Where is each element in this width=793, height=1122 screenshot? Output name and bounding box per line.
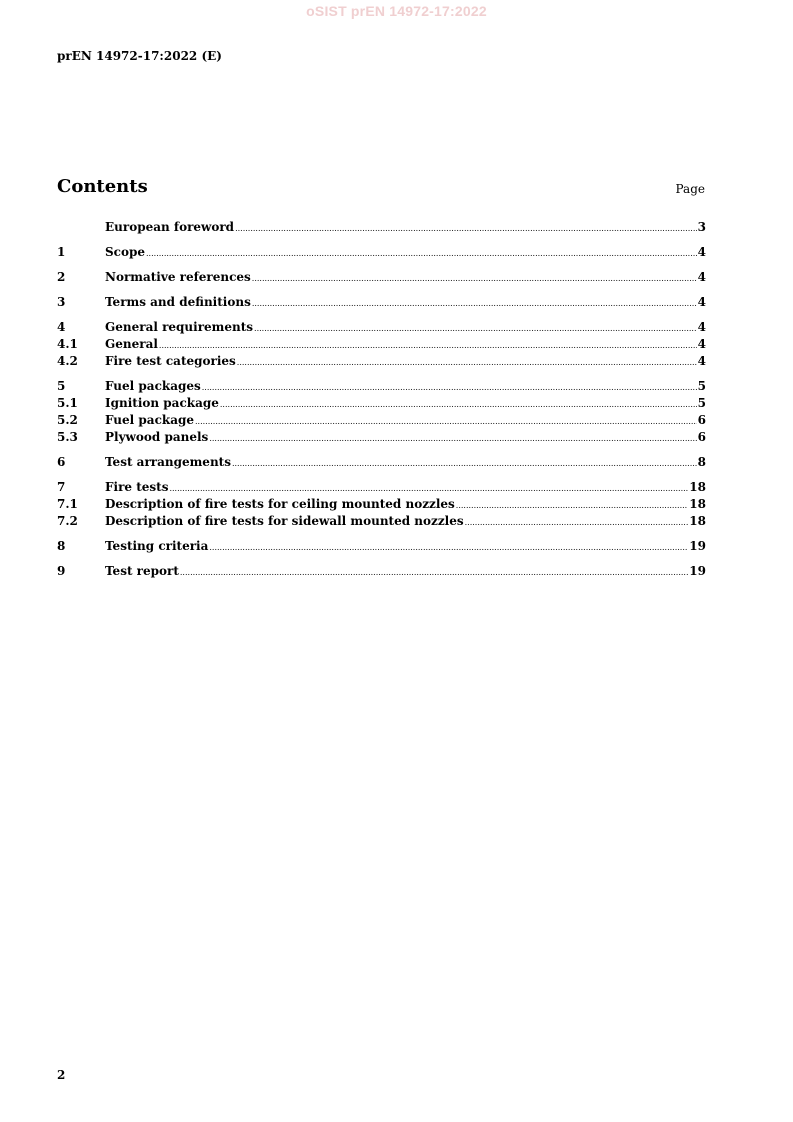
toc-entry-title: General — [105, 337, 158, 351]
toc-entry-number: 2 — [57, 270, 66, 284]
toc-dot-leader — [235, 220, 697, 237]
toc-entry[interactable] — [57, 563, 706, 580]
toc-dot-leader — [209, 539, 688, 556]
toc-dot-leader — [159, 337, 697, 354]
toc-entry-title: Test report — [105, 564, 179, 578]
toc-entry-title: Description of fire tests for ceiling mounted nozzles — [105, 497, 455, 511]
page-column-label: Page — [675, 182, 705, 196]
toc-entry-page: 18 — [689, 497, 706, 511]
toc-entry-title: Scope — [105, 245, 146, 259]
toc-entry[interactable] — [57, 513, 706, 530]
toc-dot-leader — [209, 430, 696, 447]
toc-entry[interactable] — [57, 269, 706, 286]
toc-entry-number: 9 — [57, 564, 66, 578]
toc-entry-number: 3 — [57, 295, 66, 309]
toc-entry[interactable] — [57, 353, 706, 370]
toc-entry-title: Terms and definitions — [105, 295, 251, 309]
toc-dot-leader — [146, 245, 697, 262]
toc-entry-page: 4 — [697, 270, 706, 284]
toc-entry-page: 19 — [689, 539, 706, 553]
toc-entry-number: 5.2 — [57, 413, 78, 427]
toc-dot-leader — [220, 396, 697, 413]
toc-dot-leader — [195, 413, 697, 430]
toc-dot-leader — [169, 480, 688, 497]
toc-entry-title: Fire test categories — [105, 354, 236, 368]
toc-entry-page: 5 — [697, 379, 706, 393]
toc-entry[interactable] — [57, 294, 706, 311]
toc-entry[interactable] — [57, 429, 706, 446]
toc-entry-number: 4.2 — [57, 354, 78, 368]
toc-entry-page: 18 — [689, 480, 706, 494]
toc-entry[interactable] — [57, 336, 706, 353]
toc-entry-number: 8 — [57, 539, 66, 553]
toc-entry-title: Description of fire tests for sidewall mounted nozzles — [105, 514, 464, 528]
toc-entry-page: 4 — [697, 295, 706, 309]
toc-entry[interactable] — [57, 219, 706, 236]
toc-dot-leader — [202, 379, 697, 396]
toc-dot-leader — [232, 455, 697, 472]
toc-entry[interactable] — [57, 538, 706, 555]
toc-entry-title: Testing criteria — [105, 539, 209, 553]
toc-entry-page: 4 — [697, 245, 706, 259]
toc-entry[interactable] — [57, 412, 706, 429]
toc-dot-leader — [456, 497, 689, 514]
toc-dot-leader — [252, 295, 697, 312]
toc-entry-page: 4 — [697, 354, 706, 368]
toc-entry-title: Normative references — [105, 270, 251, 284]
toc-entry-number: 1 — [57, 245, 66, 259]
toc-entry-page: 19 — [689, 564, 706, 578]
toc-dot-leader — [180, 564, 688, 581]
toc-entry[interactable] — [57, 244, 706, 261]
toc-entry-number: 5 — [57, 379, 66, 393]
toc-entry[interactable] — [57, 395, 706, 412]
toc-entry-title: Plywood panels — [105, 430, 209, 444]
contents-title: Contents — [57, 176, 148, 197]
toc-entry[interactable] — [57, 319, 706, 336]
toc-entry-number: 7.2 — [57, 514, 78, 528]
toc-entry-title: Fuel packages — [105, 379, 201, 393]
toc-entry-title: European foreword — [105, 220, 235, 234]
toc-entry-title: General requirements — [105, 320, 254, 334]
toc-entry[interactable] — [57, 454, 706, 471]
toc-entry-page: 8 — [697, 455, 706, 469]
toc-entry-number: 7 — [57, 480, 66, 494]
watermark: oSIST prEN 14972-17:2022 — [306, 3, 487, 19]
toc-entry-title: Ignition package — [105, 396, 219, 410]
toc-entry[interactable] — [57, 378, 706, 395]
toc-entry-number: 7.1 — [57, 497, 78, 511]
document-id-header: prEN 14972-17:2022 (E) — [57, 49, 222, 63]
toc-entry-number: 5.3 — [57, 430, 78, 444]
toc-entry-title: Test arrangements — [105, 455, 231, 469]
toc-dot-leader — [254, 320, 697, 337]
toc-entry-page: 6 — [697, 430, 706, 444]
toc-entry-number: 6 — [57, 455, 66, 469]
toc-entry-number: 5.1 — [57, 396, 78, 410]
toc-entry-number: 4 — [57, 320, 66, 334]
toc-entry-page: 3 — [697, 220, 706, 234]
toc-entry-page: 4 — [697, 320, 706, 334]
toc-entry-number: 4.1 — [57, 337, 78, 351]
toc-entry-page: 6 — [697, 413, 706, 427]
toc-entry-title: Fuel package — [105, 413, 194, 427]
toc-entry-page: 5 — [697, 396, 706, 410]
toc-dot-leader — [252, 270, 697, 287]
toc-entry-page: 4 — [697, 337, 706, 351]
toc-dot-leader — [237, 354, 697, 371]
table-of-contents — [57, 219, 706, 580]
page-number: 2 — [57, 1068, 66, 1082]
toc-entry[interactable] — [57, 496, 706, 513]
toc-entry[interactable] — [57, 479, 706, 496]
toc-entry-page: 18 — [689, 514, 706, 528]
toc-dot-leader — [465, 514, 689, 531]
toc-entry-title: Fire tests — [105, 480, 169, 494]
